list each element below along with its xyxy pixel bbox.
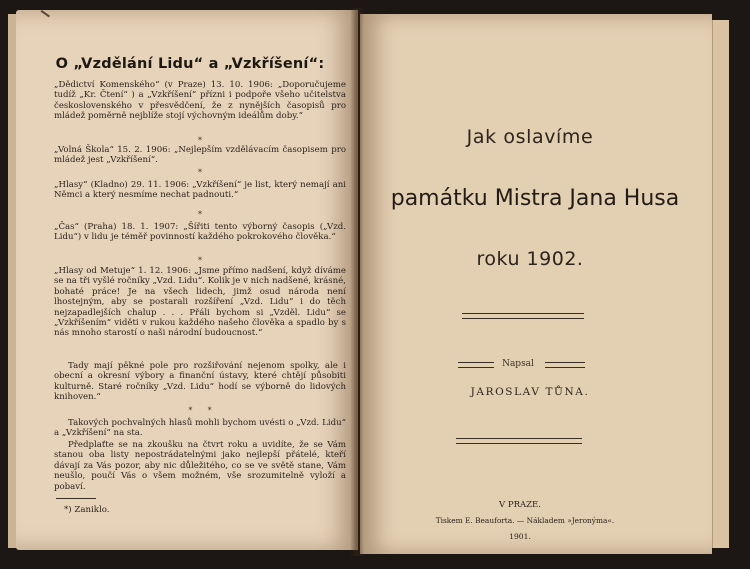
title-line-3: roku 1902.	[476, 248, 584, 270]
imprint-printer: Tiskem E. Beauforta. — Nákladem »Jeronýma«.	[435, 516, 615, 525]
closing-paragraph-1: Takových pochvalných hlasů mohli bychom uvésti o „Vzd. Lidu“ a „Vzkříšení“ na sta.	[54, 418, 346, 439]
review-paragraph-2: „Volná Škola“ 15. 2. 1906: „Nejlepším vzdělávacím časopisem pro mládež jest „Vzkříšení“.	[54, 145, 346, 166]
review-paragraph-3: „Hlasy“ (Kladno) 29. 11. 1906: „Vzkříšení“ je list, který nemají ani Němci a který nesmíme nechat padnouti.“	[54, 180, 346, 201]
review-paragraph-5: „Hlasy od Metuje“ 1. 12. 1906: „Jsme přímo nadšení, když díváme se na tři vyšlé ročníky „Vzd. Lidu“. Kolik je v nich nadšené, krásné, bohaté práce! Je na všech lidech, jimž osud národa není lhostejným, aby se postarali rozšíření „Vzd. Lidu“ i do těch nejzapadlejších chalup . . . Přáli bychom si „Vzděl. Lidu“ se „Vzkříšením“ viděti v rukou každého našeho člověka a spadlo by s nás mnoho starostí o naši národní budoucnost.“	[54, 266, 346, 339]
book-gutter	[350, 8, 364, 556]
author-name: JAROSLAV TŮNA.	[470, 386, 590, 398]
right-page	[360, 14, 712, 554]
imprint-city: V PRAZE.	[499, 500, 541, 510]
separator-star: *	[198, 256, 202, 265]
separator-star: *	[198, 210, 202, 219]
title-line-2: památku Mistra Jana Husa	[390, 186, 680, 211]
review-paragraph-1: „Dědictví Komenského“ (v Praze) 13. 10. 1906: „Doporučujeme tudíž „Kr. Čtení“ ) a „Vzkříšení“ přízni i podpoře všeho učitelstva československého v přesvědčení, že z nynějších časopisů pro mládež poměrně nejblíže stojí výchovným ideálům doby.“	[54, 80, 346, 122]
byline-rule-right	[545, 362, 585, 368]
separator-star: *	[198, 168, 202, 177]
footnote-rule	[56, 498, 96, 499]
footnote: *) Zaniklo.	[64, 505, 110, 515]
review-paragraph-4: „Čas“ (Praha) 18. 1. 1907: „Šířiti tento výborný časopis („Vzd. Lidu“) v lidu je téměř povinností každého pokrokového člověka.“	[54, 222, 346, 243]
imprint-double-rule	[456, 438, 582, 444]
byline-label: Napsal	[502, 359, 534, 369]
separator-star: *	[198, 136, 202, 145]
separator-stars: * *	[188, 406, 212, 415]
review-paragraph-6: Tady mají pěkné pole pro rozšiřování nejenom spolky, ale i obecní a okresní výbory a finanční ústavy, které chtějí působiti kulturně. Staré ročníky „Vzd. Lidu“ hodí se výborně do lidových knihoven.“	[54, 361, 346, 403]
title-line-1: Jak oslavíme	[466, 126, 594, 148]
closing-paragraph-2: Předplaťte se na zkoušku na čtvrt roku a uvidíte, že se Vám stanou oba listy nepostrádatelnými jako nejlepší přátelé, kteří dávají za Vás pozor, aby nic důležitého, co se ve světě stane, Vám neušlo, poučí Vás o všem možném, vše srozumitelně vyloží a pobaví.	[54, 440, 346, 492]
right-page-edges	[712, 20, 729, 548]
imprint-year: 1901.	[509, 532, 531, 541]
left-page-heading: O „Vzdělání Lidu“ a „Vzkříšení“:	[55, 56, 325, 72]
title-double-rule	[462, 313, 584, 319]
